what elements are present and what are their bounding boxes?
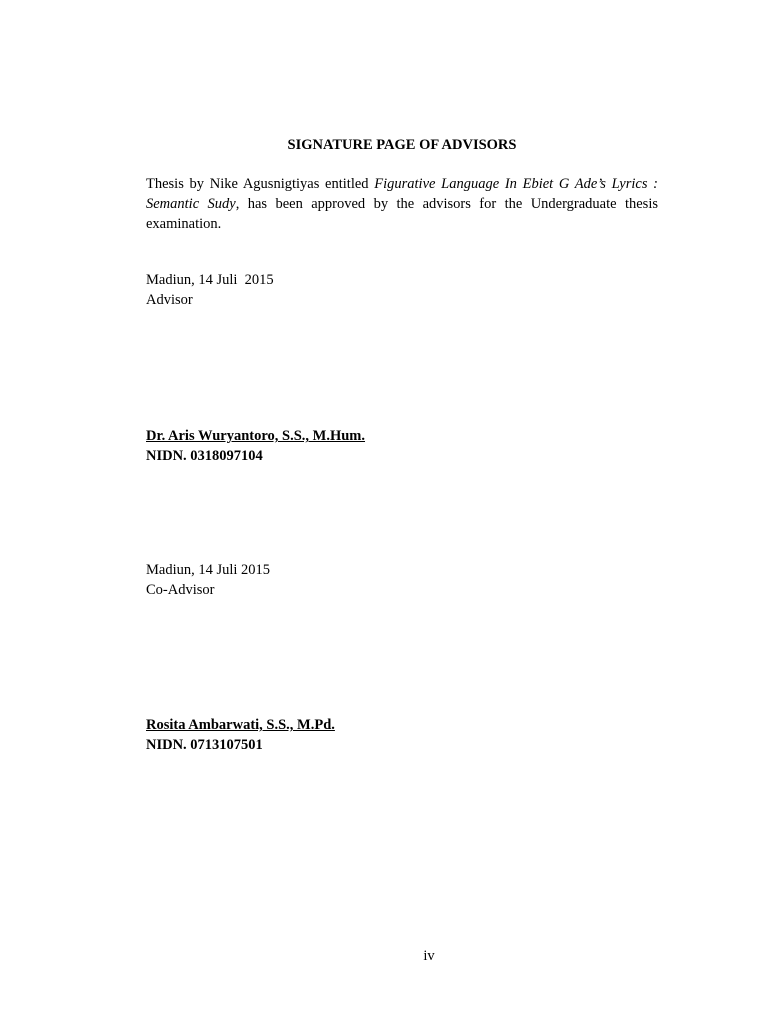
advisor-date: Madiun, 14 Juli 2015 <box>146 272 274 288</box>
advisor-role: Advisor <box>146 292 193 308</box>
co-advisor-name: Rosita Ambarwati, S.S., M.Pd. <box>146 717 335 733</box>
advisor-signature-block <box>146 426 365 466</box>
page-number: iv <box>423 948 435 964</box>
intro-text-part2: , has been approved by the advisors for the Undergraduate thesis examination. <box>146 196 658 232</box>
intro-paragraph <box>146 174 658 234</box>
co-advisor-nidn: NIDN. 0713107501 <box>146 737 263 753</box>
advisor-name: Dr. Aris Wuryantoro, S.S., M.Hum. <box>146 428 366 444</box>
page-title: SIGNATURE PAGE OF ADVISORS <box>287 137 517 153</box>
co-advisor-date: Madiun, 14 Juli 2015 <box>146 562 271 578</box>
co-advisor-date-block <box>146 560 270 600</box>
co-advisor-role: Co-Advisor <box>146 582 215 598</box>
advisor-nidn: NIDN. 0318097104 <box>146 448 263 464</box>
intro-text-part1: Thesis by Nike Agusnigtiyas entitled <box>146 176 375 192</box>
thesis-title: Figurative Language In Ebiet G Ade’s Lyrics : Semantic Sudy <box>146 176 658 212</box>
advisor-date-block <box>146 270 274 310</box>
co-advisor-signature-block <box>146 715 335 755</box>
